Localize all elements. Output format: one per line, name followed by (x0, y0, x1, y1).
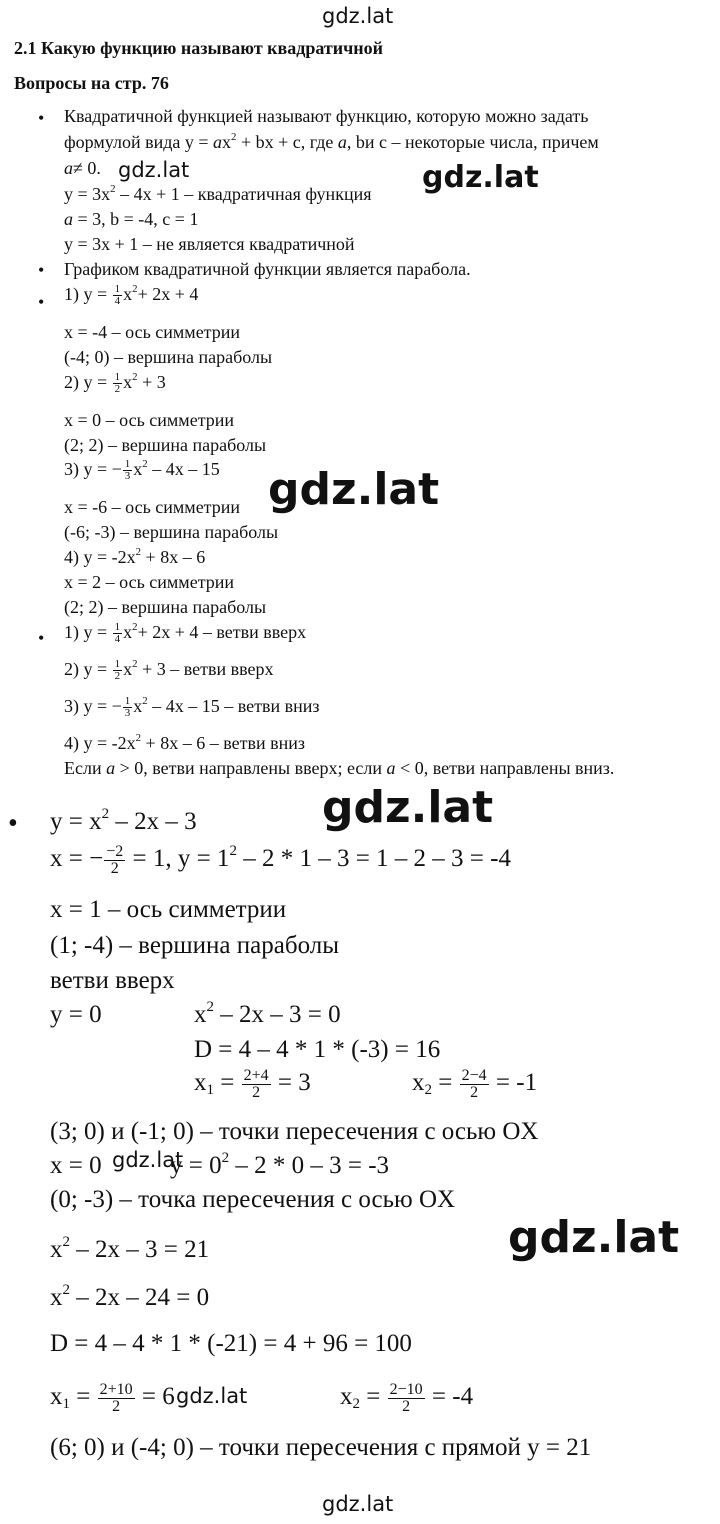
text-line: (3; 0) и (-1; 0) – точки пересечения с осью OX (50, 1118, 539, 1145)
text-line: x = 1 – ось симметрии (50, 896, 287, 923)
text-line: $y = 3x^2 - 4x + 1$ – квадратичная функция (64, 182, 372, 204)
equation-line: 2) y = $\frac{1}{2}$ $x^2 + 3$ – ветви вверх (64, 657, 274, 683)
text-line: формулой вида $y = ax^2$ + bx + c, где a, bи c – некоторые числа, причем (64, 130, 599, 152)
equation-line: $x_1$ = $\frac{2+4}{2}$ = 3 (194, 1067, 311, 1101)
watermark: gdz.lat (422, 160, 539, 195)
bullet-dot: • (38, 292, 45, 312)
text-line: Графиком квадратичной функции является парабола. (64, 259, 471, 279)
text-line: y = 3x + 1 – не является квадратичной (64, 234, 355, 254)
equation-line: $x_2$ = $\frac{2-4}{2}$ = -1 (412, 1067, 538, 1101)
equation-line: $x^2 - 2x - 3 = 0$ (194, 998, 341, 1028)
equation-line: $y = 0^2 - 2 * 0 - 3 = -3$ (170, 1149, 390, 1179)
equation-line: $x^2 - 2x - 3 = 21$ (50, 1233, 210, 1263)
equation-line: 1) y = $\frac{1}{4}$ $x^2+ 2x + 4$ – ветви вверх (64, 620, 307, 646)
text-line: a = 3, b = -4, c = 1 (64, 209, 199, 229)
watermark: gdz.lat (112, 1148, 184, 1172)
equation-line: D = 4 – 4 * 1 * (-3) = 16 (194, 1036, 441, 1063)
watermark: gdz.lat (268, 464, 440, 515)
equation-line: $y = x^2 - 2x - 3$ (50, 805, 197, 835)
equation-line: 3) y = − $\frac{1}{3}$ $x^2 - 4x - 15$ (64, 457, 220, 483)
section-title: 2.1 Какую функцию называют квадратичной (14, 38, 384, 58)
text-line: a≠ 0. (64, 158, 101, 178)
text-line: (2; 2) – вершина параболы (64, 597, 267, 617)
text-line: (0; -3) – точка пересечения с осью OX (50, 1186, 456, 1213)
equation-line: x = 0 (50, 1152, 102, 1179)
bullet-dot: • (38, 628, 45, 648)
watermark: gdz.lat (322, 1492, 394, 1516)
watermark: gdz.lat (322, 782, 494, 833)
watermark: gdz.lat (322, 4, 394, 28)
text-line: Если a > 0, ветви направлены вверх; если a < 0, ветви направлены вниз. (64, 758, 615, 778)
text-line: (1; -4) – вершина параболы (50, 932, 340, 959)
text-line: x = -4 – ось симметрии (64, 322, 241, 342)
section-subtitle: Вопросы на стр. 76 (14, 73, 169, 93)
equation-line: 2) y = $\frac{1}{2}$ $x^2 + 3$ (64, 370, 166, 396)
equation-line: 3) y = − $\frac{1}{3}$ $x^2 - 4x - 15$ – ветви вниз (64, 694, 320, 720)
equation-line: x = − $\frac{-2}{2}$ = 1, $y = 1^2 - 2 * 1 - 3 = 1 - 2 - 3 = -4$ (50, 842, 511, 877)
equation-line: $x^2 - 2x - 24 = 0$ (50, 1281, 210, 1311)
equation-line: $x_1$ = $\frac{2+10}{2}$ = 6 (50, 1381, 175, 1415)
text-line: ветви вверх (50, 967, 175, 994)
equation-line: y = 0 (50, 1001, 102, 1028)
text-line: x = 2 – ось симметрии (64, 572, 235, 592)
text-line: x = 0 – ось симметрии (64, 410, 235, 430)
watermark: gdz.lat (176, 1384, 248, 1408)
equation-line: $x_2$ = $\frac{2-10}{2}$ = -4 (340, 1381, 474, 1415)
text-line: (2; 2) – вершина параболы (64, 435, 267, 455)
bullet-dot: • (8, 808, 18, 839)
equation-line: 4) $y = -2x^2 + 8x - 6$ – ветви вниз (64, 731, 305, 753)
equation-line: 1) y = $\frac{1}{4}$ $x^2+ 2x + 4$ (64, 282, 199, 308)
watermark: gdz.lat (118, 158, 190, 182)
text-line: Квадратичной функцией называют функцию, которую можно задать (64, 106, 589, 126)
equation-line: 4) $y = -2x^2 + 8x - 6$ (64, 545, 206, 567)
text-line: (-6; -3) – вершина параболы (64, 522, 279, 542)
text-line: (-4; 0) – вершина параболы (64, 347, 273, 367)
text-line: (6; 0) и (-4; 0) – точки пересечения с прямой y = 21 (50, 1434, 592, 1461)
bullet-dot: • (38, 108, 45, 128)
equation-line: D = 4 – 4 * 1 * (-21) = 4 + 96 = 100 (50, 1330, 412, 1357)
text-line: x = -6 – ось симметрии (64, 497, 241, 517)
bullet-dot: • (38, 260, 45, 280)
watermark: gdz.lat (508, 1212, 680, 1263)
